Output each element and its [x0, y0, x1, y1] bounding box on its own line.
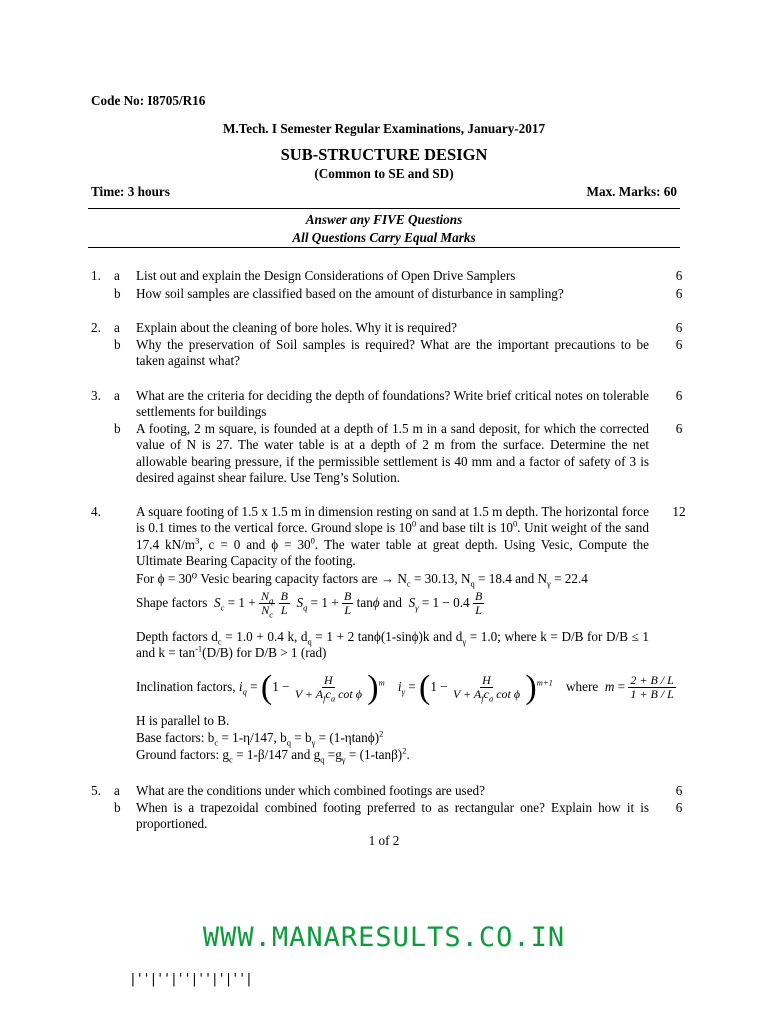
- fraction: $\frac{B}{L}$: [344, 589, 352, 618]
- fraction: $\frac{H}{V + A_fc_a \cot \phi}$: [294, 673, 362, 704]
- part-label: a: [114, 388, 120, 403]
- question-text: What are the criteria for deciding the depth of foundations? Write brief critical notes on tolerable settlements for buildings: [136, 388, 649, 420]
- shape-factors-formula: Shape factors $S_c = 1$ + $\frac{N_q}{N_c}$ $\frac{B}{L}$ $S_q = 1$ + $\frac{B}{L}$ tanϕ and $S_\gamma = 1 - 0.4$ $\frac{B}{L}$: [136, 589, 483, 620]
- bearing-factors-line: For ϕ = 30⁰ Vesic bearing capacity factors are → $N_c = 30.13$, $N_q = 18.4$ and $N_\gamma = 22.4$: [136, 571, 588, 589]
- part-label: b: [114, 286, 121, 301]
- question-marks: 6: [675, 783, 683, 798]
- question-number: 5.: [91, 783, 101, 798]
- question-marks: 6: [675, 268, 683, 283]
- question-number: 3.: [91, 388, 101, 403]
- part-label: a: [114, 783, 120, 798]
- watermark-url: WWW.MANARESULTS.CO.IN: [202, 922, 566, 953]
- inclination-factors-formula: Inclination factors, $i_q = (1$ − $\frac{H}{V + A_fc_a \cot \phi}$ )$^m$ $i_\gamma = (1$ − $\frac{H}{V + A_fc_a \cot \phi}$ )$^{m+1}$ where m = $\frac{2 + B / L}{1 + B / L}$: [136, 668, 674, 706]
- question-number: 2.: [91, 320, 101, 335]
- common-note: (Common to SE and SD): [314, 166, 454, 181]
- question-text: List out and explain the Design Considerations of Open Drive Samplers: [136, 268, 516, 283]
- part-label: a: [114, 320, 120, 335]
- question-text: What are the conditions under which combined footings are used?: [136, 783, 485, 798]
- instruction-equal: All Questions Carry Equal Marks: [292, 230, 476, 245]
- part-label: b: [114, 421, 121, 436]
- part-label: b: [114, 337, 121, 352]
- fraction: $\frac{B}{L}$: [474, 589, 483, 618]
- subject-title: SUB-STRUCTURE DESIGN: [280, 145, 488, 164]
- question-marks: 6: [675, 421, 683, 436]
- exam-time: Time: 3 hours: [91, 184, 170, 199]
- barcode: |''|''|''|''|'|''|: [129, 972, 252, 987]
- top-rule: [88, 208, 680, 209]
- depth-factors-text: Depth factors $d_c = 1.0 + 0.4$ k, $d_q = 1 + 2$ tanϕ(1-sinϕ)k and $d_\gamma = 1.0$; where k = D/B for D/B ≤ 1 and $k = \tan^{-1}(D/B)$ for D/B > 1 (rad): [136, 629, 649, 661]
- bottom-rule: [88, 247, 680, 248]
- instruction-answer: Answer any FIVE Questions: [305, 212, 463, 227]
- base-factors: Base factors: $b_c = 1-\eta/147$, $b_q = b_\gamma = (1-\eta\tan\phi)^2$: [136, 728, 384, 748]
- question-marks: 6: [675, 286, 683, 301]
- fraction: $\frac{B}{L}$: [280, 589, 288, 618]
- max-marks: Max. Marks: 60: [586, 184, 677, 199]
- part-label: a: [114, 268, 120, 283]
- parallel-note: H is parallel to B.: [136, 713, 230, 728]
- fraction: $\frac{H}{V + A_fc_a \cot \phi}$: [452, 673, 521, 704]
- exam-title: M.Tech. I Semester Regular Examinations, January-2017: [222, 121, 546, 136]
- fraction: $\frac{2 + B / L}{1 + B / L}$: [630, 673, 674, 702]
- question-4-intro: A square footing of 1.5 x 1.5 m in dimension resting on sand at 1.5 m depth. The horizontal force is 0.1 times to the vertical force. Ground slope is $10^0$ and base tilt is $10^0$. Unit weight of the sand 17.4 $kN/m^3$, c = 0 and $\phi = 30^0$. The water table at great depth. Using Vesic, Compute the Ultimate Bearing Capacity of the footing.: [136, 504, 649, 569]
- question-text: A footing, 2 m square, is founded at a depth of 1.5 m in a sand deposit, for which the corrected value of N is 27. The water table is at a depth of 2 m from the surface. Determine the net allowable bearing pressure, if the permissible settlement is 40 mm and a factor of safety of 3 is desired against shear failure. Use Teng’s Solution.: [136, 421, 649, 486]
- question-marks: 6: [675, 388, 683, 403]
- page-number: 1 of 2: [368, 833, 400, 848]
- question-marks: 6: [675, 320, 683, 335]
- question-text: Why the preservation of Soil samples is required? What are the important precautions to be taken against what?: [136, 337, 649, 369]
- question-marks: 6: [675, 337, 683, 352]
- fraction: $\frac{N_q}{N_c}$: [261, 589, 274, 620]
- question-text: When is a trapezoidal combined footing preferred to as rectangular one? Explain how it is proportioned.: [136, 800, 649, 832]
- question-text: How soil samples are classified based on the amount of disturbance in sampling?: [136, 286, 564, 301]
- question-marks: 6: [675, 800, 683, 815]
- question-marks: 12: [672, 504, 686, 519]
- question-text: Explain about the cleaning of bore holes. Why it is required?: [136, 320, 457, 335]
- ground-factors: Ground factors: $g_c = 1-\beta/147$ and $g_q =g_\gamma = (1-\tan\beta)^2$.: [136, 745, 410, 765]
- question-number: 1.: [91, 268, 101, 283]
- exam-code: Code No: I8705/R16: [91, 93, 206, 108]
- part-label: b: [114, 800, 121, 815]
- question-number: 4.: [91, 504, 101, 519]
